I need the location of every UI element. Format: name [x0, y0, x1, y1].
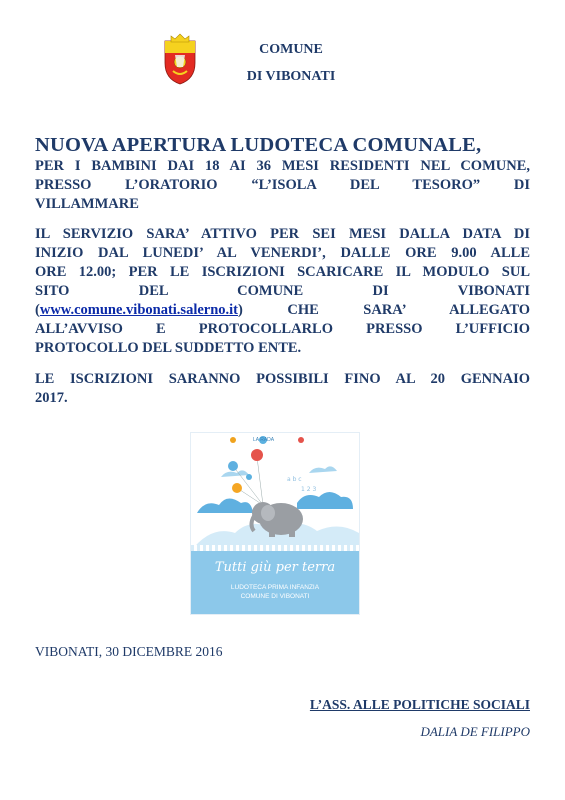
partner-logo-icon	[298, 437, 304, 443]
signatory-name: DALIA DE FILIPPO	[420, 724, 530, 739]
intro-line: PRESSO L’ORATORIO “L’ISOLA DEL TESORO” DI	[35, 177, 530, 193]
deadline-line: 2017.	[35, 390, 68, 406]
la-rada-logo-text: LA RADA	[253, 437, 275, 443]
service-link-line	[35, 301, 530, 320]
balloon-icon	[228, 461, 238, 471]
svg-text:a b c: a b c	[287, 476, 302, 483]
notice-headline: NUOVA APERTURA LUDOTECA COMUNALE,	[35, 134, 482, 156]
dateline: VIBONATI, 30 DICEMBRE 2016	[35, 644, 223, 659]
service-line: ORE 12.00; PER LE ISCRIZIONI SCARICARE IL MODULO SUL	[35, 264, 530, 280]
municipality-line-2: DI VIBONATI	[246, 69, 336, 84]
deadline-line: LE ISCRIZIONI SARANNO POSSIBILI FINO AL 20 GENNAIO	[35, 371, 530, 387]
poster-subtitle-line-2: COMUNE DI VIBONATI	[240, 593, 310, 600]
service-line: INIZIO DAL LUNEDI’ AL VENERDI’, DALLE ORE 9.00 ALLE	[35, 245, 530, 261]
link-open-paren: (	[35, 302, 40, 318]
intro-line: VILLAMMARE	[35, 196, 139, 212]
link-close-paren: )	[238, 302, 243, 318]
service-line: PROTOCOLLO DEL SUDDETTO ENTE.	[35, 340, 302, 356]
signatory-role: L’ASS. ALLE POLITICHE SOCIALI	[309, 697, 530, 712]
poster-title: Tutti giù per terra	[214, 560, 336, 575]
svg-text:1 2 3: 1 2 3	[301, 486, 317, 493]
partner-logo-icon	[230, 437, 236, 443]
intro-paragraph	[35, 157, 530, 214]
notice-body	[35, 133, 530, 408]
ludoteca-poster	[190, 432, 360, 615]
balloon-icon	[246, 474, 252, 480]
website-link[interactable]: www.comune.vibonati.salerno.it	[39, 302, 239, 318]
after-link-text: CHE SARA’ ALLEGATO	[287, 302, 531, 318]
intro-line: PER I BAMBINI DAI 18 AI 36 MESI RESIDENTI NEL COMUNE,	[35, 158, 530, 174]
municipality-line-1: COMUNE	[259, 42, 323, 57]
coat-of-arms-icon	[161, 33, 199, 85]
balloon-icon	[232, 483, 242, 493]
service-line: SITO DEL COMUNE DI VIBONATI	[35, 283, 530, 299]
balloon-icon	[251, 449, 263, 461]
municipality-title	[241, 36, 341, 90]
poster-subtitle-line-1: LUDOTECA PRIMA INFANZIA	[230, 584, 320, 591]
service-line: ALL’AVVISO E PROTOCOLLARLO PRESSO L’UFFICIO	[35, 321, 530, 337]
poster-subtitle	[191, 583, 359, 601]
service-paragraph	[35, 225, 530, 358]
service-line: IL SERVIZIO SARA’ ATTIVO PER SEI MESI DALLA DATA DI	[35, 226, 530, 242]
poster-illustration	[191, 433, 359, 551]
deadline-paragraph	[35, 370, 530, 408]
